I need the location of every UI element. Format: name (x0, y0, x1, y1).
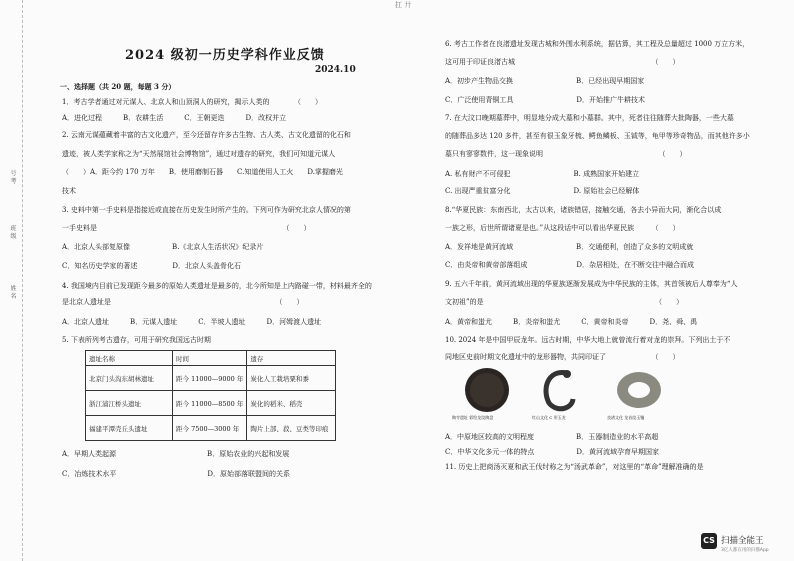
table-row (86, 416, 336, 441)
question-line: 技术 (62, 187, 76, 195)
binding-label: 号 考 (9, 170, 16, 184)
artifact-images (452, 365, 682, 425)
binding-line (22, 0, 24, 561)
camscanner-icon: CS (701, 533, 717, 549)
question-line: A．进化过程 B．农耕生活 C．王朝更迭 D．改权并立 (62, 114, 287, 122)
binding-label: 姓 名 (9, 285, 16, 299)
question-line: 一族之形，后世所谓诸夏是也。”从这段话中可以看出华夏民族 （ ） (445, 224, 680, 232)
question-line: 的随葬品多达 120 多件，甚至有很玉象牙梳、鳄鱼鳞板、玉钺等，龟甲等珍奇物品，而其他许多小 (445, 132, 750, 140)
table-cell: 浙江浦江桥头遗址 (86, 391, 173, 416)
table-cell: 福建平潭壳丘头遗址 (86, 416, 173, 441)
question-line: 遗迹，被人类学家称之为“天然展馆社会博物馆”，通过对遗存的研究，我们可知道元谋人 (62, 150, 336, 158)
page-title: 2024 级初一历史学科作业反馈 (125, 48, 325, 63)
jade-bracelet-image (612, 365, 667, 415)
question-line: 6. 考古工作者在良渚遗址发现古城和外围水利系统，据估算，其工程及总量超过 1000 万立方米， (445, 40, 750, 48)
artifact-caption: 红山文化 C 形玉龙 (532, 415, 566, 420)
question-line: 3. 史料中第一手史料是指接近或直接在历史发生时所产生的。下列可作为研究北京人情况的第 (62, 206, 351, 214)
q5-option-line: C．冶炼技术水平 D．原始部落联盟间的关系 (62, 470, 290, 478)
question-line: C．由炎帝和黄帝部落组成 D．杂居相处，在不断交往中融合而成 (445, 261, 694, 269)
question-line: A．初步产生物品交换 B．已经出现早期国家 (445, 77, 645, 85)
table-cell: 距今 11000—9000 年 (173, 366, 247, 391)
table-header: 遗存 (247, 351, 336, 366)
history-table (85, 350, 336, 441)
question-line: C．知名历史学家的著述 D．北京人头盖骨化石 (62, 262, 241, 270)
table-header: 时间 (173, 351, 247, 366)
question-line: 是北京人遗址是 （ ） (62, 298, 304, 306)
question-line: A．北京人遗址 B．元谋人遗址 C．半坡人遗址 D．河姆渡人遗址 (62, 318, 322, 326)
q10-option-line: C．中华文化多元一体的特点 D．黄河流域孕育早期国家 (445, 448, 659, 456)
question-line: 5. 下表所列考古遗存，可用于研究我国远古时期 (62, 336, 211, 344)
exam-date: 2024.10 (315, 65, 356, 75)
scanner-watermark (701, 533, 786, 555)
question-line: 墓只有寥寥数件，这一现象说明 （ ） (445, 150, 687, 158)
question-line: （ ）A．距今约 170 万年 B．使用磨制石器 C.知道使用人工火 D.掌握磨光 (62, 168, 343, 176)
artifact-caption: 陶寺遗址 彩绘龙纹陶盘 (452, 415, 494, 420)
q10-option-line: A．中原地区较高的文明程度 B．玉器制造业的水平高超 (445, 433, 659, 441)
question-line: 4. 我国境内目前已发现距今最多的原始人类遗址是最多的，北今所知是上内路碰一带，材料最齐全的 (62, 282, 372, 290)
question-line: 8.“华夏民族：东南西北，太古以来，诸族错居，接触交通，各去小异而大同，渐化合以成 (445, 206, 722, 214)
watermark-text: 扫描全能王 (721, 536, 764, 546)
table-header-row (86, 351, 336, 366)
table-header: 遗址名称 (86, 351, 173, 366)
pottery-plate-image (462, 365, 512, 415)
question-11: 11. 历史上把商汤灭夏和武王伐纣称之为“汤武革命”，对这里的“革命”理解准确的是 (445, 463, 704, 471)
artifact-caption: 良渚文化 龙首纹玉镯 (607, 415, 645, 420)
question-line: 1．考古学者通过对元谋人、北京人和山顶洞人的研究，揭示人类的 （ ） (62, 98, 322, 106)
question-line: 这可用于印证良渚古城 （ ） (445, 58, 680, 66)
table-row (86, 391, 336, 416)
question-line: 10. 2024 年是中国甲辰龙年。远古时期，中华大地上就曾流行着对龙的崇拜。下列出土于不 (445, 336, 731, 344)
q5-option-line: A．早期人类起源 B．原始农业的兴起和发展 (62, 450, 290, 458)
question-line: 一、选择题（共 20 题，每题 3 分） (60, 82, 176, 91)
watermark-subtext: 3亿人都在用的扫描App (721, 548, 769, 553)
question-line: 9. 五六千年前，黄河流域出现的华夏族逐渐发展成为中华民族的主体，其首领被后人尊奉为“人 (445, 280, 738, 288)
table-cell: 炭化人工栽培粟和黍 (247, 366, 336, 391)
header-mark: 扛 廾 (395, 1, 412, 9)
question-line: A．发祥地是黄河流域 B．交通便利，创造了众多的文明成就 (445, 243, 694, 251)
question-line: A．北京人头部复原像 B.《北京人生活状况》纪录片 (62, 243, 264, 251)
question-line: C. 出现严重贫富分化 D. 原始社会已经解体 (445, 187, 640, 195)
table-cell: 炭化的稻米、稻壳 (247, 391, 336, 416)
question-line: 7. 在大汶口晚期墓葬中，明显地分成大墓和小墓群。其中，死者往往随葬大批陶器，一些大墓 (445, 114, 734, 122)
table-cell: 陶片上部、菽、豆类等印痕 (247, 416, 336, 441)
question-line: A．黄帝和蚩尤 B．炎帝和蚩尤 C．黄帝和炎帝 D．尧、舜、禹 (445, 318, 698, 326)
question-line: 一手史料是 （ ） (62, 224, 311, 232)
question-line: 同地区史前时期文化遗址中的龙形器物，共同印证了 （ ） (445, 353, 680, 361)
table-cell: 距今 7500—3000 年 (173, 416, 247, 441)
table-cell: 距今 11000—8500 年 (173, 391, 247, 416)
table-cell: 北京门头沟东胡林遗址 (86, 366, 173, 391)
question-line: A. 私有财产不可侵犯 B. 成熟国家开始建立 (445, 170, 640, 178)
binding-label: 班 级 (9, 225, 16, 239)
question-line: 文初祖”的是 （ ） (445, 298, 684, 306)
question-line: 2. 云南元谋蕴藏着丰富的古文化遗产，至今还留存许多古生物、古人类、古文化遗留的化石和 (62, 131, 351, 139)
jade-dragon-image (537, 365, 582, 415)
question-line: C．广泛使用青铜工具 D．开始推广牛耕技术 (445, 96, 645, 104)
table-row (86, 366, 336, 391)
